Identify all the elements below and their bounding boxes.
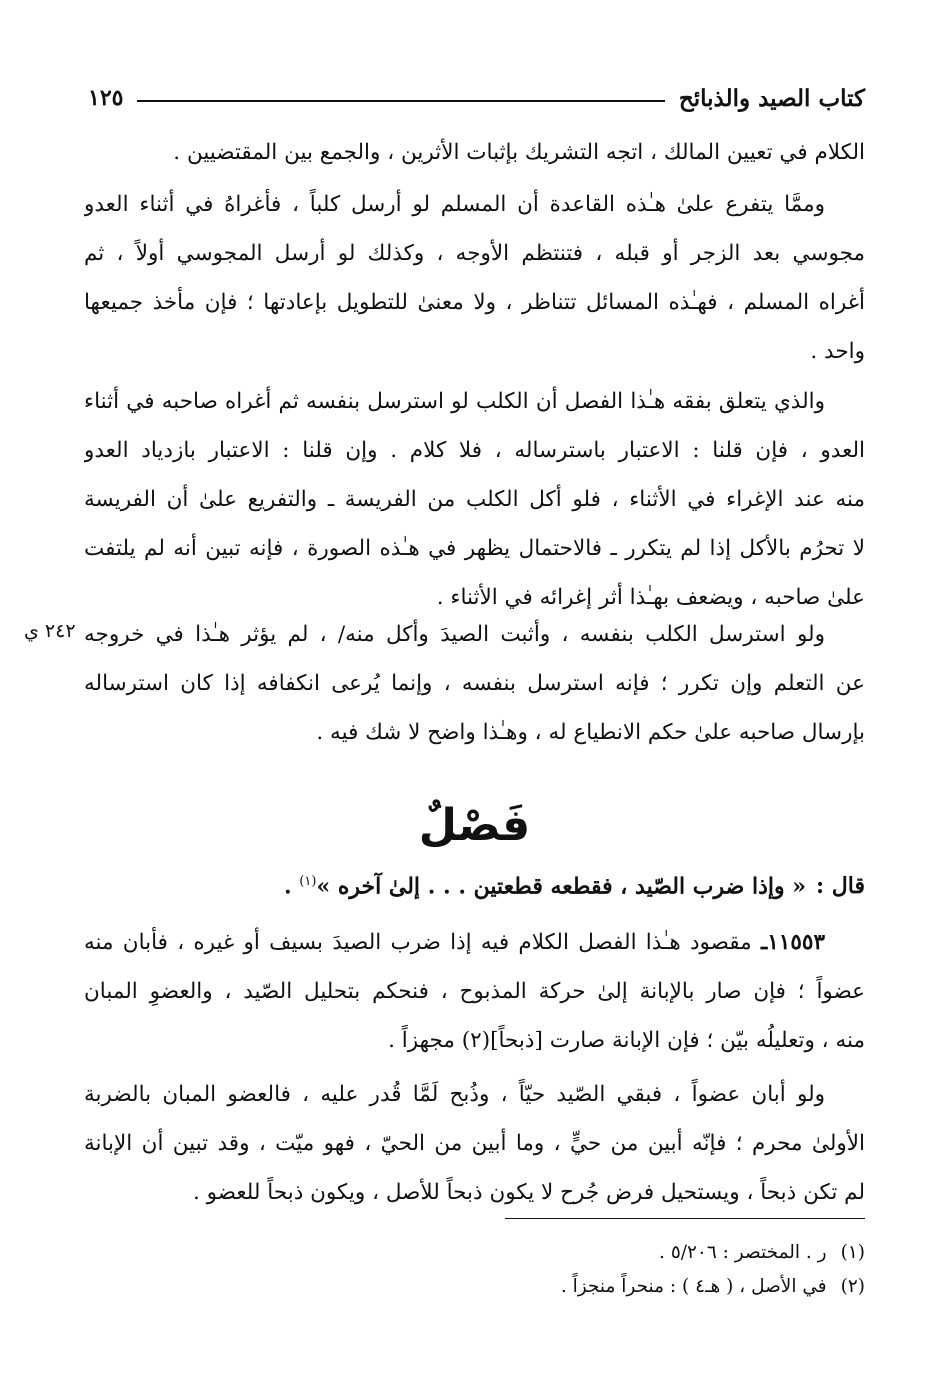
text-line: بإرسال صاحبه علىٰ حكم الانطياع له ، وهـٰذا واضح لا شك فيه . [316, 720, 865, 745]
text-line: واحد . [810, 339, 865, 364]
quote-end: . [283, 873, 300, 900]
text-line: علىٰ صاحبه ، ويضعف بهـٰذا أثر إغرائه في الأثناء . [436, 585, 865, 610]
paragraph-6 [84, 1070, 865, 1217]
footnote-text: ر . المختصر : ٥/٢٠٦ . [659, 1242, 827, 1263]
text-line [84, 918, 865, 967]
footnote-ref: (١) [299, 874, 317, 889]
text-line: منه ، وتعليلُه بيّن ؛ فإن الإبانة صارت [ذبحاً](٢) مجهزاً . [388, 1028, 865, 1053]
text-line: العدو ، فإن قلنا : الاعتبار باسترساله ، فلا كلام . وإن قلنا : الاعتبار بازدياد العدو [84, 438, 865, 463]
page-number: ١٢٥ [88, 85, 124, 111]
text-line: عضواً ؛ فإن صار بالإبانة إلىٰ حركة المذبوح ، فنحكم بتحليل الصّيد ، والعضوِ المبان [84, 979, 865, 1004]
running-header [80, 78, 865, 118]
section-heading [0, 800, 949, 851]
footnotes [84, 1236, 865, 1304]
paragraph-5 [84, 918, 865, 1065]
text-line: وممَّا يتفرع علىٰ هـٰذه القاعدة أن المسلم لو أرسل كلباً ، فأغراهُ في أثناء العدو [84, 192, 825, 217]
quoted-text: « وإذا ضرب الصّيد ، فقطعه قطعتين . . . إلىٰ آخره » [316, 873, 807, 900]
text-line: لا تحرُم بالأكل إذا لم يتكرر ـ فالاحتمال يظهر في هـٰذه الصورة ، فإنه تبين أنه لم يلتفت [84, 536, 865, 561]
text-line: عن التعلم وإن تكرر ؛ فإنه استرسل بنفسه ، وإنما يُرعى انكفافه إذا كان استرساله [84, 671, 865, 696]
text-line: منه عند الإغراء في الأثناء ، فلو أكل الكلب من الفريسة ـ والتفريع علىٰ أن الفريسة [84, 487, 865, 512]
qala-label: قال : [816, 873, 865, 900]
paragraph-4 [84, 610, 865, 757]
footnote-item [84, 1270, 865, 1304]
footnote-text: في الأصل ، ( هـ٤ ) : منحراً منجزاً . [560, 1276, 827, 1297]
quoted-text-line [84, 857, 865, 907]
footnote-separator [505, 1218, 865, 1219]
paragraph-1 [84, 128, 865, 177]
paragraph-3 [84, 377, 865, 622]
text-line: ولو أبان عضواً ، فبقي الصّيد حيّاً ، وذُبح لَمَّا قُدر عليه ، فالعضو المبان بالضربة [84, 1082, 825, 1107]
footnote-item [84, 1236, 865, 1270]
text-line-content: مقصود هـٰذا الفصل الكلام فيه إذا ضرب الصيدَ بسيف أو غيره ، فأبان منه [84, 930, 761, 955]
section-heading-text: فَصْلٌ [418, 800, 531, 851]
paragraph-2 [84, 180, 865, 376]
text-line: الأولىٰ محرم ؛ فإنّه أبين من حيٍّ ، وما أبين من الحيّ ، فهو ميّت ، وقد تبين أن الإبانة [84, 1131, 865, 1156]
text-line: لم تكن ذبحاً ، ويستحيل فرض جُرح لا يكون ذبحاً للأصل ، ويكون ذبحاً للعضو . [193, 1180, 865, 1205]
text-line: ولو استرسل الكلب بنفسه ، وأثبت الصيدَ وأكل منه/ ، لم يؤثر هـٰذا في خروجه [84, 622, 825, 647]
footnote-number: (١) [840, 1242, 865, 1263]
text-line: الكلام في تعيين المالك ، اتجه التشريك بإثبات الأثرين ، والجمع بين المقتضيين . [173, 140, 865, 165]
header-rule [137, 100, 664, 102]
text-line: أغراه المسلم ، فهـٰذه المسائل تتناظر ، ولا معنىٰ للتطويل بإعادتها ؛ فإن مأخذ جميعها [84, 290, 865, 315]
footnote-number: (٢) [840, 1276, 865, 1297]
issue-number: ١١٥٥٣ـ [760, 930, 825, 955]
text-line: مجوسي بعد الزجر أو قبله ، فتنتظم الأوجه ، وكذلك لو أرسل المجوسي أولاً ، ثم [84, 241, 865, 266]
running-title: كتاب الصيد والذبائح [678, 84, 865, 112]
margin-manuscript-note: ٢٤٢ ي [24, 620, 76, 642]
text-line: والذي يتعلق بفقه هـٰذا الفصل أن الكلب لو استرسل بنفسه ثم أغراه صاحبه في أثناء [84, 389, 825, 414]
